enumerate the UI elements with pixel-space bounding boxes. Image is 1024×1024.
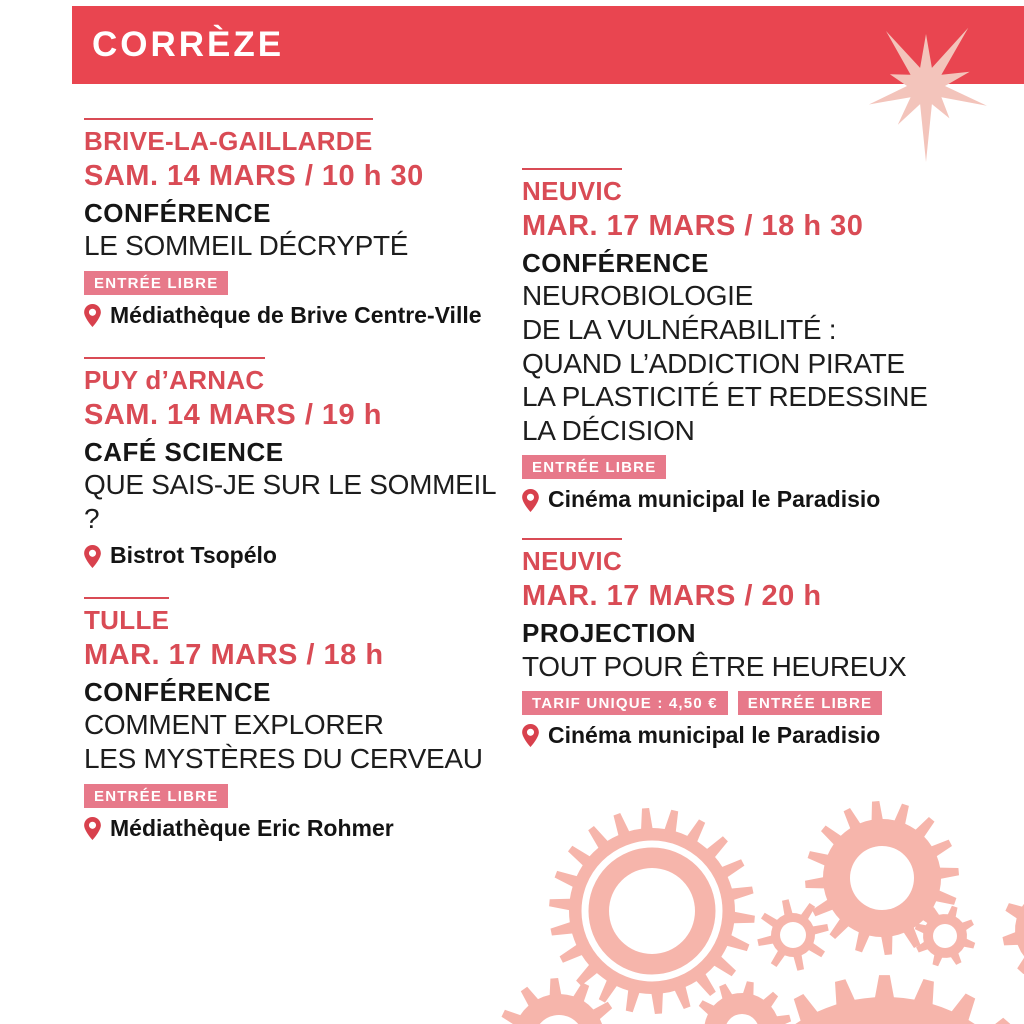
badges-row <box>84 271 504 295</box>
event-datetime: MAR. 17 MARS / 18 h <box>84 639 384 672</box>
events-column-right <box>522 168 982 774</box>
event-card <box>84 118 504 330</box>
event-location <box>84 542 504 570</box>
tariff-badge: TARIF UNIQUE : 4,50 € <box>522 691 728 715</box>
event-title-line: QUE SAIS-JE SUR LE SOMMEIL ? <box>84 469 496 534</box>
city-name: NEUVIC <box>522 538 622 577</box>
events-column-left <box>84 118 504 869</box>
event-datetime: SAM. 14 MARS / 19 h <box>84 398 382 431</box>
event-title-line: NEUROBIOLOGIE <box>522 280 754 312</box>
event-location <box>522 486 982 514</box>
location-pin-icon <box>84 817 101 840</box>
event-title-line: LE SOMMEIL DÉCRYPTÉ <box>84 230 409 262</box>
badges-row <box>84 784 504 808</box>
event-title-line: TOUT POUR ÊTRE HEUREUX <box>522 650 907 682</box>
event-location <box>84 815 504 843</box>
event-datetime: SAM. 14 MARS / 10 h 30 <box>84 160 424 193</box>
location-name: Cinéma municipal le Paradisio <box>548 486 881 513</box>
location-pin-icon <box>522 724 539 747</box>
event-type: CAFÉ SCIENCE <box>84 436 284 467</box>
event-title-line: LES MYSTÈRES DU CERVEAU <box>84 743 483 775</box>
event-title-line: LA PLASTICITÉ ET REDESSINE <box>522 381 928 413</box>
location-name: Médiathèque de Brive Centre-Ville <box>110 302 482 329</box>
page-title: CORRÈZE <box>92 25 285 64</box>
event-datetime: MAR. 17 MARS / 18 h 30 <box>522 210 864 243</box>
city-name: PUY d’ARNAC <box>84 357 265 396</box>
event-type: CONFÉRENCE <box>522 247 710 278</box>
location-pin-icon <box>522 489 539 512</box>
location-pin-icon <box>84 545 101 568</box>
event-title-line: COMMENT EXPLORER <box>84 709 384 741</box>
event-type: PROJECTION <box>522 618 697 649</box>
event-card <box>522 538 982 750</box>
event-title-line: DE LA VULNÉRABILITÉ : <box>522 314 837 346</box>
event-card <box>84 597 504 842</box>
entry-badge: ENTRÉE LIBRE <box>738 691 882 715</box>
location-name: Bistrot Tsopélo <box>110 542 277 569</box>
city-name: TULLE <box>84 597 169 636</box>
city-name: NEUVIC <box>522 168 622 207</box>
event-title-line: LA DÉCISION <box>522 414 695 446</box>
entry-badge: ENTRÉE LIBRE <box>522 455 666 479</box>
location-name: Médiathèque Eric Rohmer <box>110 814 394 841</box>
event-type: CONFÉRENCE <box>84 197 272 228</box>
location-name: Cinéma municipal le Paradisio <box>548 722 881 749</box>
event-card <box>522 168 982 514</box>
entry-badge: ENTRÉE LIBRE <box>84 784 228 808</box>
badges-row <box>522 691 982 715</box>
location-pin-icon <box>84 304 101 327</box>
badges-row <box>522 455 982 479</box>
event-location <box>84 302 504 330</box>
event-location <box>522 722 982 750</box>
event-type: CONFÉRENCE <box>84 676 272 707</box>
city-name: BRIVE-LA-GAILLARDE <box>84 118 373 157</box>
entry-badge: ENTRÉE LIBRE <box>84 271 228 295</box>
event-title-line: QUAND L’ADDICTION PIRATE <box>522 347 905 379</box>
event-datetime: MAR. 17 MARS / 20 h <box>522 580 822 613</box>
event-card <box>84 357 504 570</box>
